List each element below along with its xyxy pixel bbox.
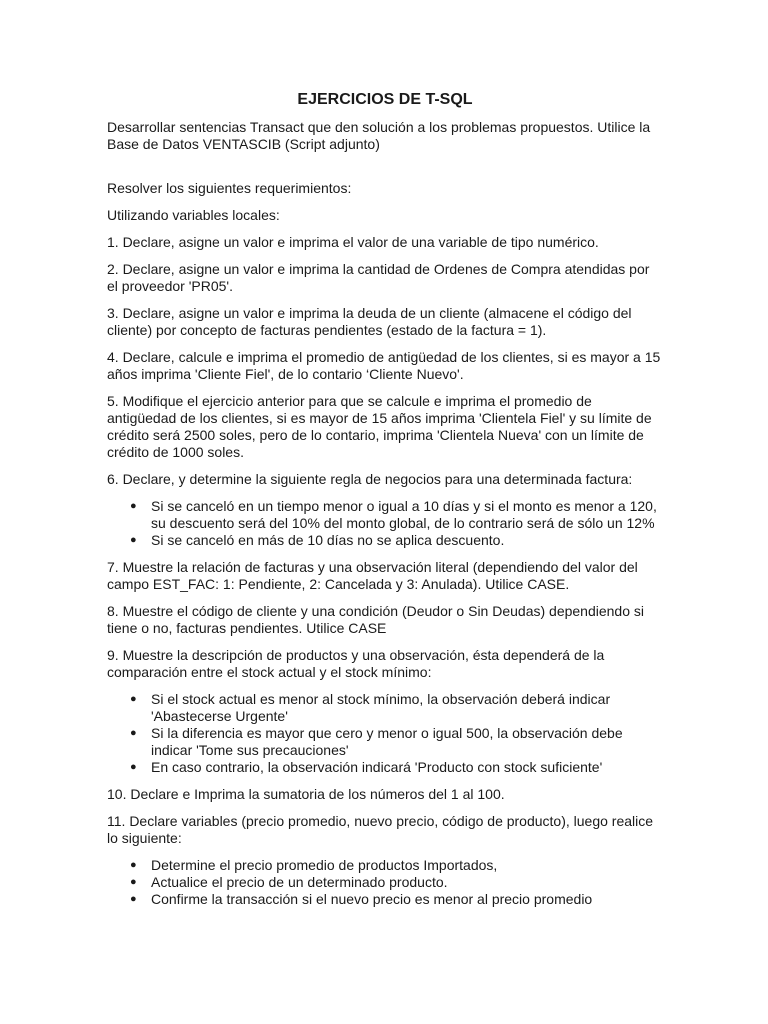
list-item xyxy=(130,532,663,549)
list-item-text: En caso contrario, la observación indicará 'Producto con stock suficiente' xyxy=(151,759,603,775)
list-item-text: Si el stock actual es menor al stock mínimo, la observación deberá indicar 'Abastecerse Urgente' xyxy=(151,691,611,724)
list-item xyxy=(130,691,663,725)
exercise-3: 3. Declare, asigne un valor e imprima la deuda de un cliente (almacene el código del cliente) por concepto de facturas pendientes (estado de la factura = 1). xyxy=(107,305,632,338)
variables-paragraph: Utilizando variables locales: xyxy=(107,207,280,223)
list-item-text: Si se canceló en un tiempo menor o igual a 10 días y si el monto es menor a 120, su descuento será del 10% del monto global, de lo contrario será de sólo un 12% xyxy=(151,498,657,531)
list-item xyxy=(130,759,663,776)
exercise-4: 4. Declare, calcule e imprima el promedio de antigüedad de los clientes, si es mayor a 15 años imprima 'Cliente Fiel', de lo contario ‘Cliente Nuevo'. xyxy=(107,349,661,382)
exercise-5: 5. Modifique el ejercicio anterior para que se calcule e imprima el promedio de antigüedad de los clientes, si es mayor de 15 años imprima 'Clientela Fiel' y su límite de crédito será 2500 soles, pero de lo contario, imprima 'Clientela Nueva' con un límite de crédito de 1000 soles. xyxy=(107,393,652,460)
list-item xyxy=(130,891,663,908)
exercise-11: 11. Declare variables (precio promedio, nuevo precio, código de producto), luego realice lo siguiente: xyxy=(107,813,654,846)
intro-paragraph: Desarrollar sentencias Transact que den solución a los problemas propuestos. Utilice la Base de Datos VENTASCIB (Script adjunto) xyxy=(107,119,651,152)
page-title: EJERCICIOS DE T-SQL xyxy=(297,91,473,108)
bullet-icon: ● xyxy=(130,727,137,739)
exercise-7: 7. Muestre la relación de facturas y una observación literal (dependiendo del valor del campo EST_FAC: 1: Pendiente, 2: Cancelada y 3: Anulada). Utilice CASE. xyxy=(107,559,638,592)
exercise-11-list xyxy=(107,857,663,908)
list-item xyxy=(130,498,663,532)
bullet-icon: ● xyxy=(130,534,137,546)
exercise-9: 9. Muestre la descripción de productos y una observación, ésta dependerá de la comparación entre el stock actual y el stock mínimo: xyxy=(107,647,605,680)
exercise-1: 1. Declare, asigne un valor e imprima el valor de una variable de tipo numérico. xyxy=(107,234,599,250)
bullet-icon: ● xyxy=(130,893,137,905)
list-item xyxy=(130,857,663,874)
list-item-text: Actualice el precio de un determinado producto. xyxy=(151,874,448,890)
exercise-8: 8. Muestre el código de cliente y una condición (Deudor o Sin Deudas) dependiendo si tiene o no, facturas pendientes. Utilice CASE xyxy=(107,603,645,636)
bullet-icon: ● xyxy=(130,500,137,512)
exercise-9-list xyxy=(107,691,663,776)
exercise-10: 10. Declare e Imprima la sumatoria de los números del 1 al 100. xyxy=(107,786,505,802)
bullet-icon: ● xyxy=(130,859,137,871)
bullet-icon: ● xyxy=(130,693,137,705)
list-item xyxy=(130,725,663,759)
resolver-paragraph: Resolver los siguientes requerimientos: xyxy=(107,180,352,196)
list-item-text: Si la diferencia es mayor que cero y menor o igual 500, la observación debe indicar 'Tome sus precauciones' xyxy=(151,725,623,758)
list-item-text: Determine el precio promedio de productos Importados, xyxy=(151,857,498,873)
bullet-icon: ● xyxy=(130,876,137,888)
exercise-6-list xyxy=(107,498,663,549)
exercise-2: 2. Declare, asigne un valor e imprima la cantidad de Ordenes de Compra atendidas por el proveedor 'PR05'. xyxy=(107,261,650,294)
bullet-icon: ● xyxy=(130,761,137,773)
list-item xyxy=(130,874,663,891)
list-item-text: Si se canceló en más de 10 días no se aplica descuento. xyxy=(151,532,505,548)
list-item-text: Confirme la transacción si el nuevo precio es menor al precio promedio xyxy=(151,891,593,907)
exercise-6: 6. Declare, y determine la siguiente regla de negocios para una determinada factura: xyxy=(107,471,633,487)
document-page xyxy=(107,90,663,918)
